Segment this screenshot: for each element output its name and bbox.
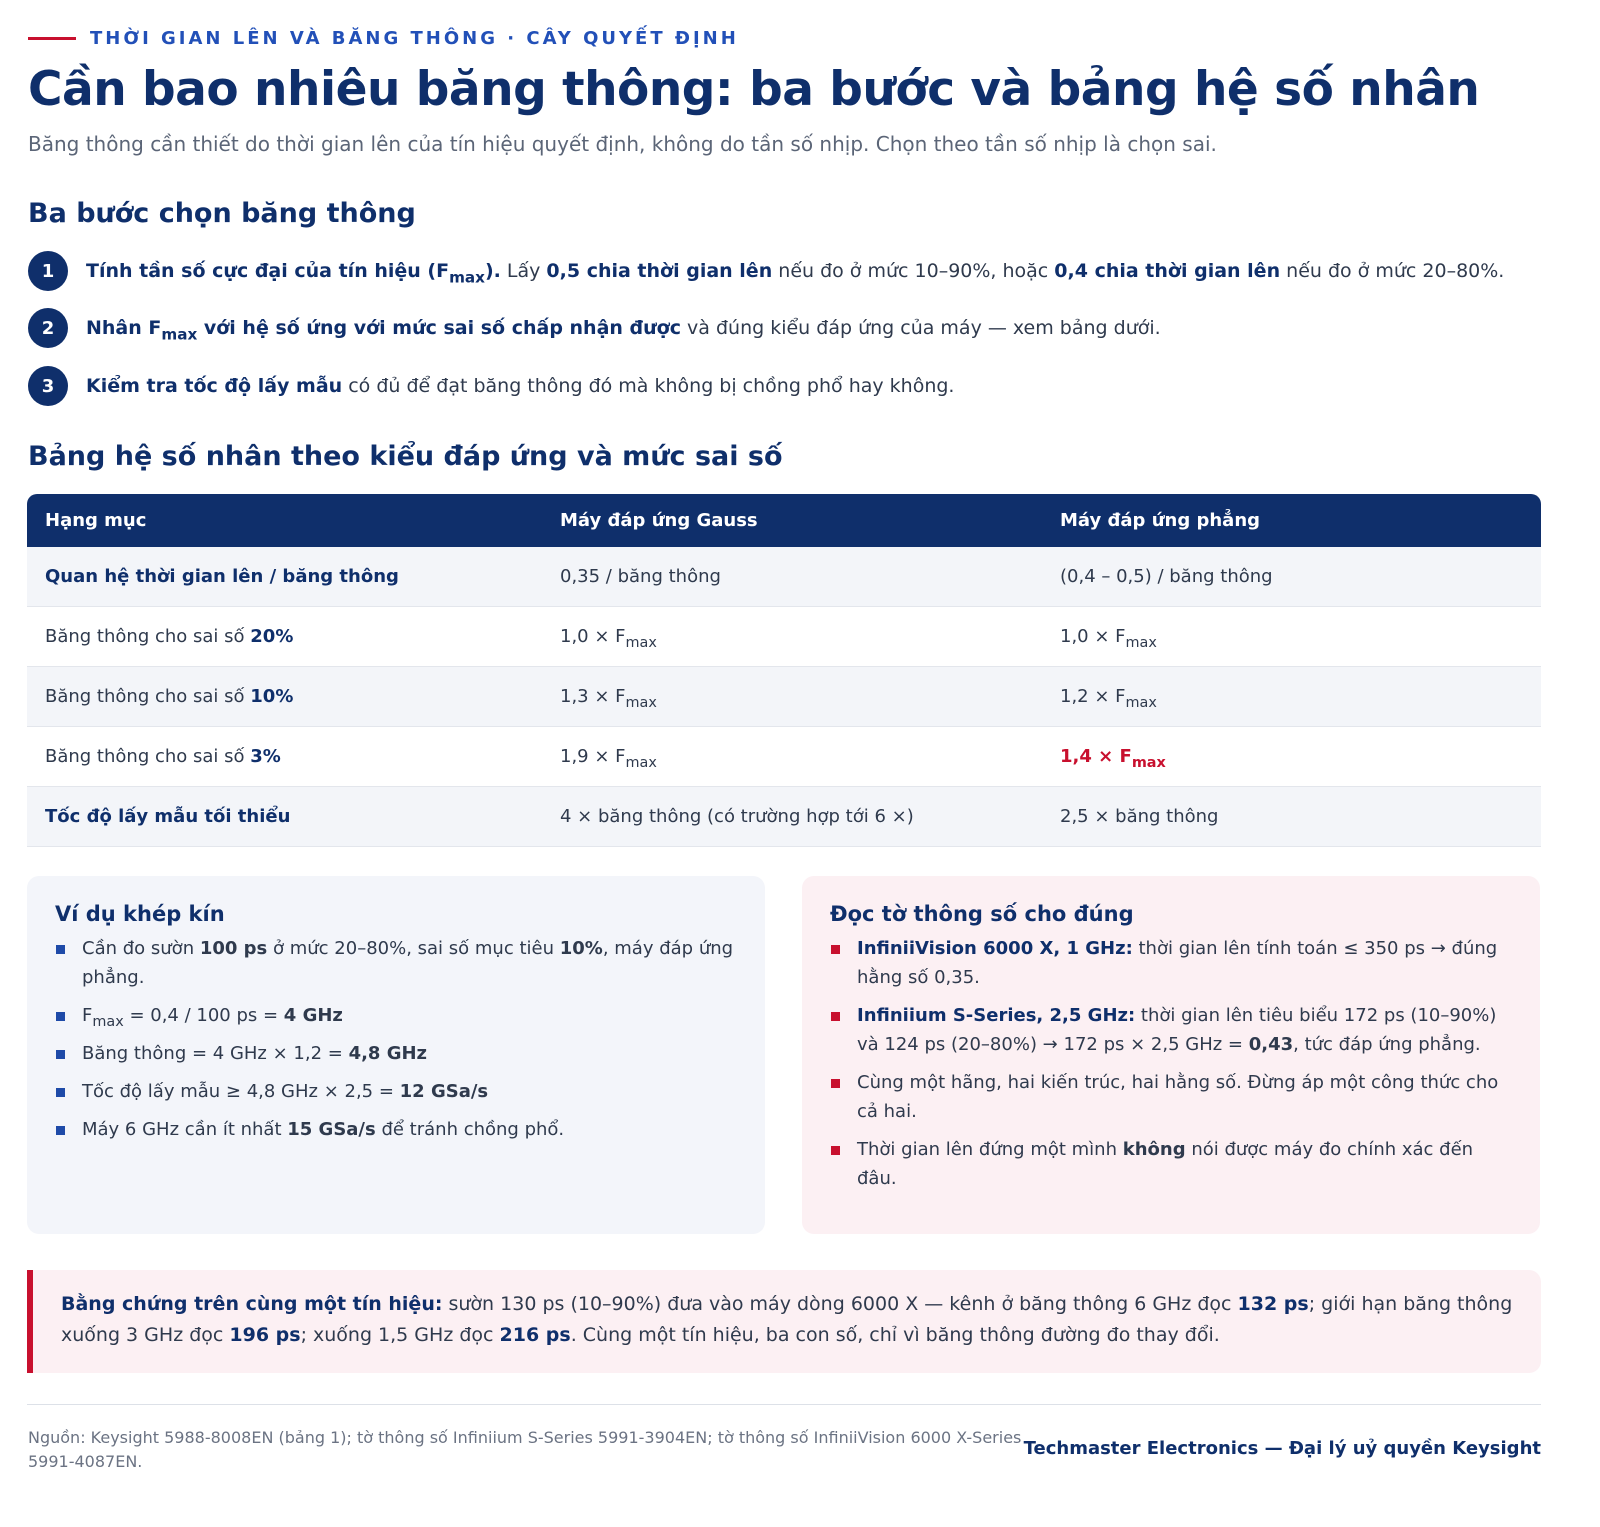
- step-lead-end: với hệ số ứng với mức sai số chấp nhận được: [197, 317, 681, 339]
- item-strong: 10%: [559, 938, 603, 959]
- table-row: [27, 667, 1541, 727]
- table-cell-flat: (0,4 – 0,5) / băng thông: [1060, 566, 1273, 587]
- callout-strong: 132 ps: [1237, 1293, 1309, 1315]
- page-lede: Băng thông cần thiết do thời gian lên của tín hiệu quyết định, không do tần số nhịp. Chọn theo tần số nhịp là chọn sai.: [28, 132, 1217, 156]
- callout-text: ; xuống 1,5 GHz đọc: [300, 1324, 500, 1346]
- table-header-cell: Máy đáp ứng phẳng: [1060, 510, 1261, 531]
- callout-strong: 216 ps: [499, 1324, 571, 1346]
- cell-sub: max: [625, 755, 657, 772]
- step-3: [28, 366, 954, 406]
- step-number: 1: [28, 251, 68, 291]
- step-text-part: nếu đo ở mức 10–90%, hoặc: [772, 260, 1055, 282]
- cell-text: 1,3 × F: [560, 686, 626, 707]
- item-text: Băng thông = 4 GHz × 1,2 =: [82, 1043, 349, 1064]
- datasheet-heading: Đọc tờ thông số cho đúng: [830, 902, 1134, 926]
- bullet-square-icon: [56, 1050, 65, 1059]
- cell-sub: max: [625, 635, 657, 652]
- table-cell-flat: [1042, 686, 1541, 712]
- step-number: 3: [28, 366, 68, 406]
- bullet-square-icon: [56, 1126, 65, 1135]
- example-heading: Ví dụ khép kín: [55, 902, 225, 926]
- table-row: [27, 547, 1541, 607]
- list-item: [830, 1001, 1512, 1059]
- table-cell-label: [27, 746, 542, 767]
- evidence-callout: [27, 1270, 1541, 1373]
- callout-lead: Bằng chứng trên cùng một tín hiệu:: [61, 1293, 443, 1315]
- table-cell-gauss: 0,35 / băng thông: [560, 566, 721, 587]
- item-text: , máy đáp ứng phẳng.: [82, 938, 734, 988]
- step-strong: 0,5 chia thời gian lên: [546, 260, 773, 282]
- cell-sub: max: [1125, 695, 1157, 712]
- step-1: [28, 251, 1504, 291]
- step-lead-text: Nhân F: [86, 317, 162, 339]
- steps-heading: Ba bước chọn băng thông: [28, 198, 416, 229]
- item-text: ở mức 20–80%, sai số mục tiêu: [267, 938, 560, 959]
- bullet-square-icon: [56, 1088, 65, 1097]
- item-strong: 100 ps: [199, 938, 268, 959]
- item-text: Tốc độ lấy mẫu ≥ 4,8 GHz × 2,5 =: [82, 1081, 400, 1102]
- bullet-square-icon: [831, 1079, 840, 1088]
- step-lead: [86, 317, 681, 344]
- item-text: thời gian lên tiêu biểu 172 ps (10–90%) và 124 ps (20–80%) → 172 ps × 2,5 GHz =: [857, 1005, 1497, 1055]
- eyebrow-rule: [28, 37, 76, 40]
- list-item: [55, 1001, 737, 1030]
- eyebrow: [28, 28, 739, 49]
- table-header-cell: Máy đáp ứng Gauss: [560, 510, 758, 531]
- eyebrow-text: THỜI GIAN LÊN VÀ BĂNG THÔNG · CÂY QUYẾT ĐỊNH: [90, 28, 739, 49]
- table-cell-label: [27, 626, 542, 647]
- callout-strong: 196 ps: [229, 1324, 301, 1346]
- cell-text: 1,4 × F: [1060, 746, 1132, 767]
- example-list: [55, 934, 737, 1144]
- callout-text: ; giới hạn băng thông xuống 3 GHz đọc: [61, 1293, 1513, 1346]
- step-2: [28, 308, 1161, 348]
- table-cell-gauss: [542, 686, 1042, 712]
- table-row: [27, 787, 1541, 847]
- table-heading: Bảng hệ số nhân theo kiểu đáp ứng và mức sai số: [28, 441, 783, 472]
- item-text: để tránh chồng phổ.: [375, 1119, 565, 1140]
- cell-text: 1,0 × F: [1060, 626, 1126, 647]
- footer-brand: Techmaster Electronics — Đại lý uỷ quyền Keysight: [1023, 1438, 1541, 1459]
- footer-source: Nguồn: Keysight 5988-8008EN (bảng 1); tờ thông số Infiniium S-Series 5991-3904EN; tờ thông số InfiniiVision 6000 X-Series 5991-4087EN.: [28, 1428, 1022, 1471]
- table-cell-gauss: [542, 626, 1042, 652]
- item-strong: không: [1122, 1139, 1186, 1160]
- table-row: [27, 727, 1541, 787]
- item-text: = 0,4 / 100 ps =: [123, 1005, 284, 1026]
- bullet-square-icon: [56, 945, 65, 954]
- item-strong: 15 GSa/s: [287, 1119, 376, 1140]
- step-lead-end: ).: [484, 260, 501, 282]
- cell-sub: max: [1131, 755, 1166, 772]
- table-header-row: [27, 494, 1541, 547]
- footer-divider: [27, 1404, 1541, 1405]
- step-lead-sub: max: [449, 268, 485, 287]
- table-cell-gauss: [542, 746, 1042, 772]
- callout-text: sườn 130 ps (10–90%) đưa vào máy dòng 6000 X — kênh ở băng thông 6 GHz đọc: [442, 1293, 1238, 1315]
- list-item: [830, 1068, 1512, 1126]
- item-strong: 0,43: [1248, 1034, 1294, 1055]
- label-text: Băng thông cho sai số: [45, 746, 251, 767]
- step-lead-sub: max: [161, 325, 198, 344]
- list-item: [55, 1115, 737, 1144]
- label-text: Băng thông cho sai số: [45, 626, 251, 647]
- step-text-part: nếu đo ở mức 20–80%.: [1280, 260, 1505, 282]
- example-card: [27, 876, 765, 1234]
- bullet-square-icon: [831, 945, 840, 954]
- datasheet-list: [830, 934, 1512, 1193]
- label-strong: 3%: [250, 746, 281, 767]
- table-cell-gauss: 4 × băng thông (có trường hợp tới 6 ×): [560, 806, 914, 827]
- item-lead: InfiniiVision 6000 X, 1 GHz:: [857, 938, 1133, 959]
- label-strong: 10%: [250, 686, 294, 707]
- item-text: Thời gian lên đứng một mình: [857, 1139, 1123, 1160]
- cell-text: 1,9 × F: [560, 746, 626, 767]
- item-text: F: [82, 1005, 93, 1026]
- step-text-part: Lấy: [500, 260, 547, 282]
- step-lead: [86, 260, 501, 287]
- item-sub: max: [92, 1014, 124, 1031]
- item-lead: Infiniium S-Series, 2,5 GHz:: [857, 1005, 1136, 1026]
- step-strong: 0,4 chia thời gian lên: [1054, 260, 1281, 282]
- multiplier-table: [27, 494, 1541, 847]
- step-text-part: và đúng kiểu đáp ứng của máy — xem bảng dưới.: [681, 317, 1161, 339]
- list-item: [55, 1077, 737, 1106]
- cell-sub: max: [625, 695, 657, 712]
- step-text: [86, 317, 1161, 344]
- table-header-cell: Hạng mục: [45, 510, 147, 531]
- cell-sub: max: [1125, 635, 1157, 652]
- item-text: , tức đáp ứng phẳng.: [1293, 1034, 1481, 1055]
- item-strong: 4 GHz: [283, 1005, 343, 1026]
- step-text: [86, 260, 1505, 287]
- page-title: Cần bao nhiêu băng thông: ba bước và bảng hệ số nhân: [28, 62, 1480, 117]
- list-item: [55, 1039, 737, 1068]
- label-text: Băng thông cho sai số: [45, 686, 251, 707]
- item-text: Máy 6 GHz cần ít nhất: [82, 1119, 288, 1140]
- bullet-square-icon: [831, 1146, 840, 1155]
- table-cell-flat: 2,5 × băng thông: [1060, 806, 1219, 827]
- item-text: nói được máy đo chính xác đến đâu.: [857, 1139, 1474, 1189]
- cell-text: 1,2 × F: [1060, 686, 1126, 707]
- item-text: Cùng một hãng, hai kiến trúc, hai hằng số. Đừng áp một công thức cho cả hai.: [857, 1072, 1499, 1122]
- table-cell-flat-highlight: [1042, 746, 1541, 772]
- label-strong: 20%: [250, 626, 294, 647]
- cell-text: 1,0 × F: [560, 626, 626, 647]
- step-text-part: có đủ để đạt băng thông đó mà không bị chồng phổ hay không.: [342, 375, 955, 397]
- bullet-square-icon: [831, 1012, 840, 1021]
- step-number: 2: [28, 308, 68, 348]
- list-item: [830, 934, 1512, 992]
- table-cell-label: [27, 686, 542, 707]
- bullet-square-icon: [56, 1012, 65, 1021]
- step-text: [86, 375, 954, 397]
- item-strong: 12 GSa/s: [399, 1081, 489, 1102]
- table-cell-label: Tốc độ lấy mẫu tối thiểu: [45, 806, 291, 827]
- item-strong: 4,8 GHz: [348, 1043, 428, 1064]
- table-cell-label: Quan hệ thời gian lên / băng thông: [45, 566, 399, 587]
- table-cell-flat: [1042, 626, 1541, 652]
- datasheet-card: [802, 876, 1540, 1234]
- callout-text: . Cùng một tín hiệu, ba con số, chỉ vì băng thông đường đo thay đổi.: [570, 1324, 1220, 1346]
- step-lead: Kiểm tra tốc độ lấy mẫu: [86, 375, 343, 397]
- item-text: Cần đo sườn: [82, 938, 200, 959]
- step-lead-text: Tính tần số cực đại của tín hiệu (F: [86, 260, 450, 282]
- list-item: [55, 934, 737, 992]
- table-row: [27, 607, 1541, 667]
- item-text: thời gian lên tính toán ≤ 350 ps → đúng hằng số 0,35.: [857, 938, 1498, 988]
- list-item: [830, 1135, 1512, 1193]
